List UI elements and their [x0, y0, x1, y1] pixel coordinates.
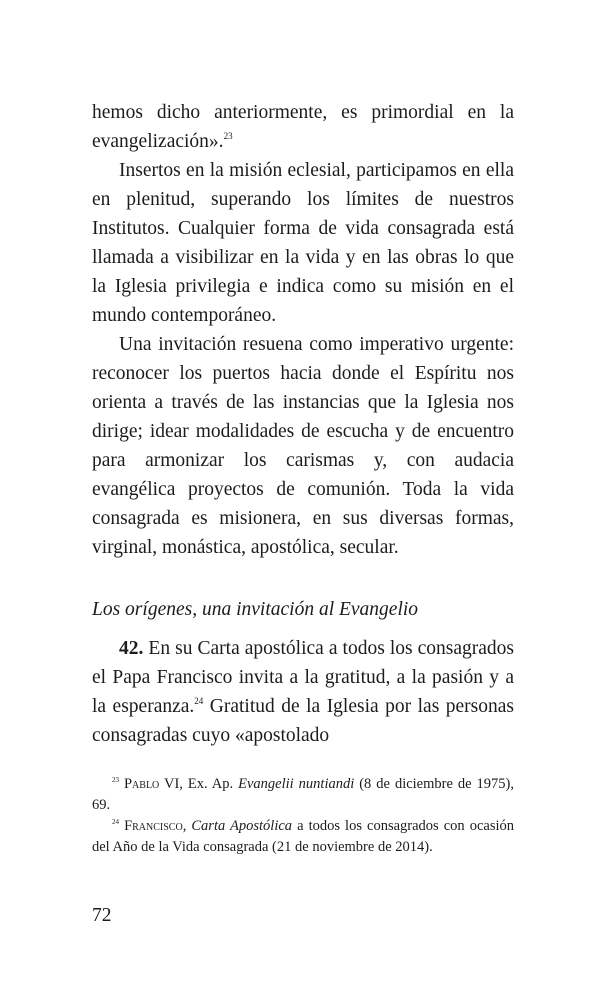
paragraph-text: hemos dicho anteriormente, es primordial en la evangelización». [92, 102, 514, 152]
footnote-24 [92, 816, 514, 858]
page-number: 72 [92, 905, 112, 926]
paragraph-number: 42. [119, 638, 144, 659]
numbered-paragraph-42 [92, 634, 514, 750]
paragraph-text: En su Carta apostólica a todos los consagrados el Papa Francisco invita a la gratitud, a la pasión y a la esperanza. [92, 638, 515, 717]
footnote-text: (8 de diciembre de 1975), 69. [92, 776, 514, 813]
paragraph-continuation [92, 98, 514, 156]
paragraph-insertos: Insertos en la misión eclesial, participamos en ella en plenitud, superando los límites de nuestros Institutos. Cualquier forma de vida consagrada está llamada a visibilizar en la vida y en las obras lo que la Iglesia privilegia e indica como su misión en el mundo contemporáneo. [92, 160, 514, 326]
footnote-ref-23: 23 [223, 131, 233, 141]
footnote-text: , Ex. Ap. [179, 776, 239, 792]
footnotes [92, 774, 514, 858]
footnote-mark: 24 [112, 818, 119, 826]
footnote-title: Carta Apostólica [191, 818, 293, 834]
footnote-title: Evangelii nuntiandi [238, 776, 355, 792]
page-content [92, 98, 514, 858]
footnote-author: Francisco [124, 818, 183, 834]
footnote-ref-24: 24 [194, 696, 204, 706]
main-text [92, 98, 514, 562]
footnote-author: Pablo VI [123, 776, 180, 792]
section-heading: Los orígenes, una invitación al Evangelio [92, 599, 419, 620]
paragraph-invitacion: Una invitación resuena como imperativo urgente: reconocer los puertos hacia donde el Espíritu nos orienta a través de las instancias que la Iglesia nos dirige; idear modalidades de escucha y de encuentro para armonizar los carismas y, con audacia evangélica proyectos de comunión. Toda la vida consagrada es misionera, en sus diversas formas, virginal, monástica, apostólica, secular. [92, 334, 514, 558]
paragraph-text-continued: Gratitud de la Iglesia por las personas consagradas cuyo «apostolado [92, 696, 515, 746]
footnote-text: , [182, 818, 192, 834]
footnote-text: a todos los consagrados con ocasión del Año de la Vida consagrada (21 de noviembre de 2014). [92, 818, 515, 855]
footnote-mark: 23 [112, 776, 119, 784]
footnote-23 [92, 774, 514, 816]
